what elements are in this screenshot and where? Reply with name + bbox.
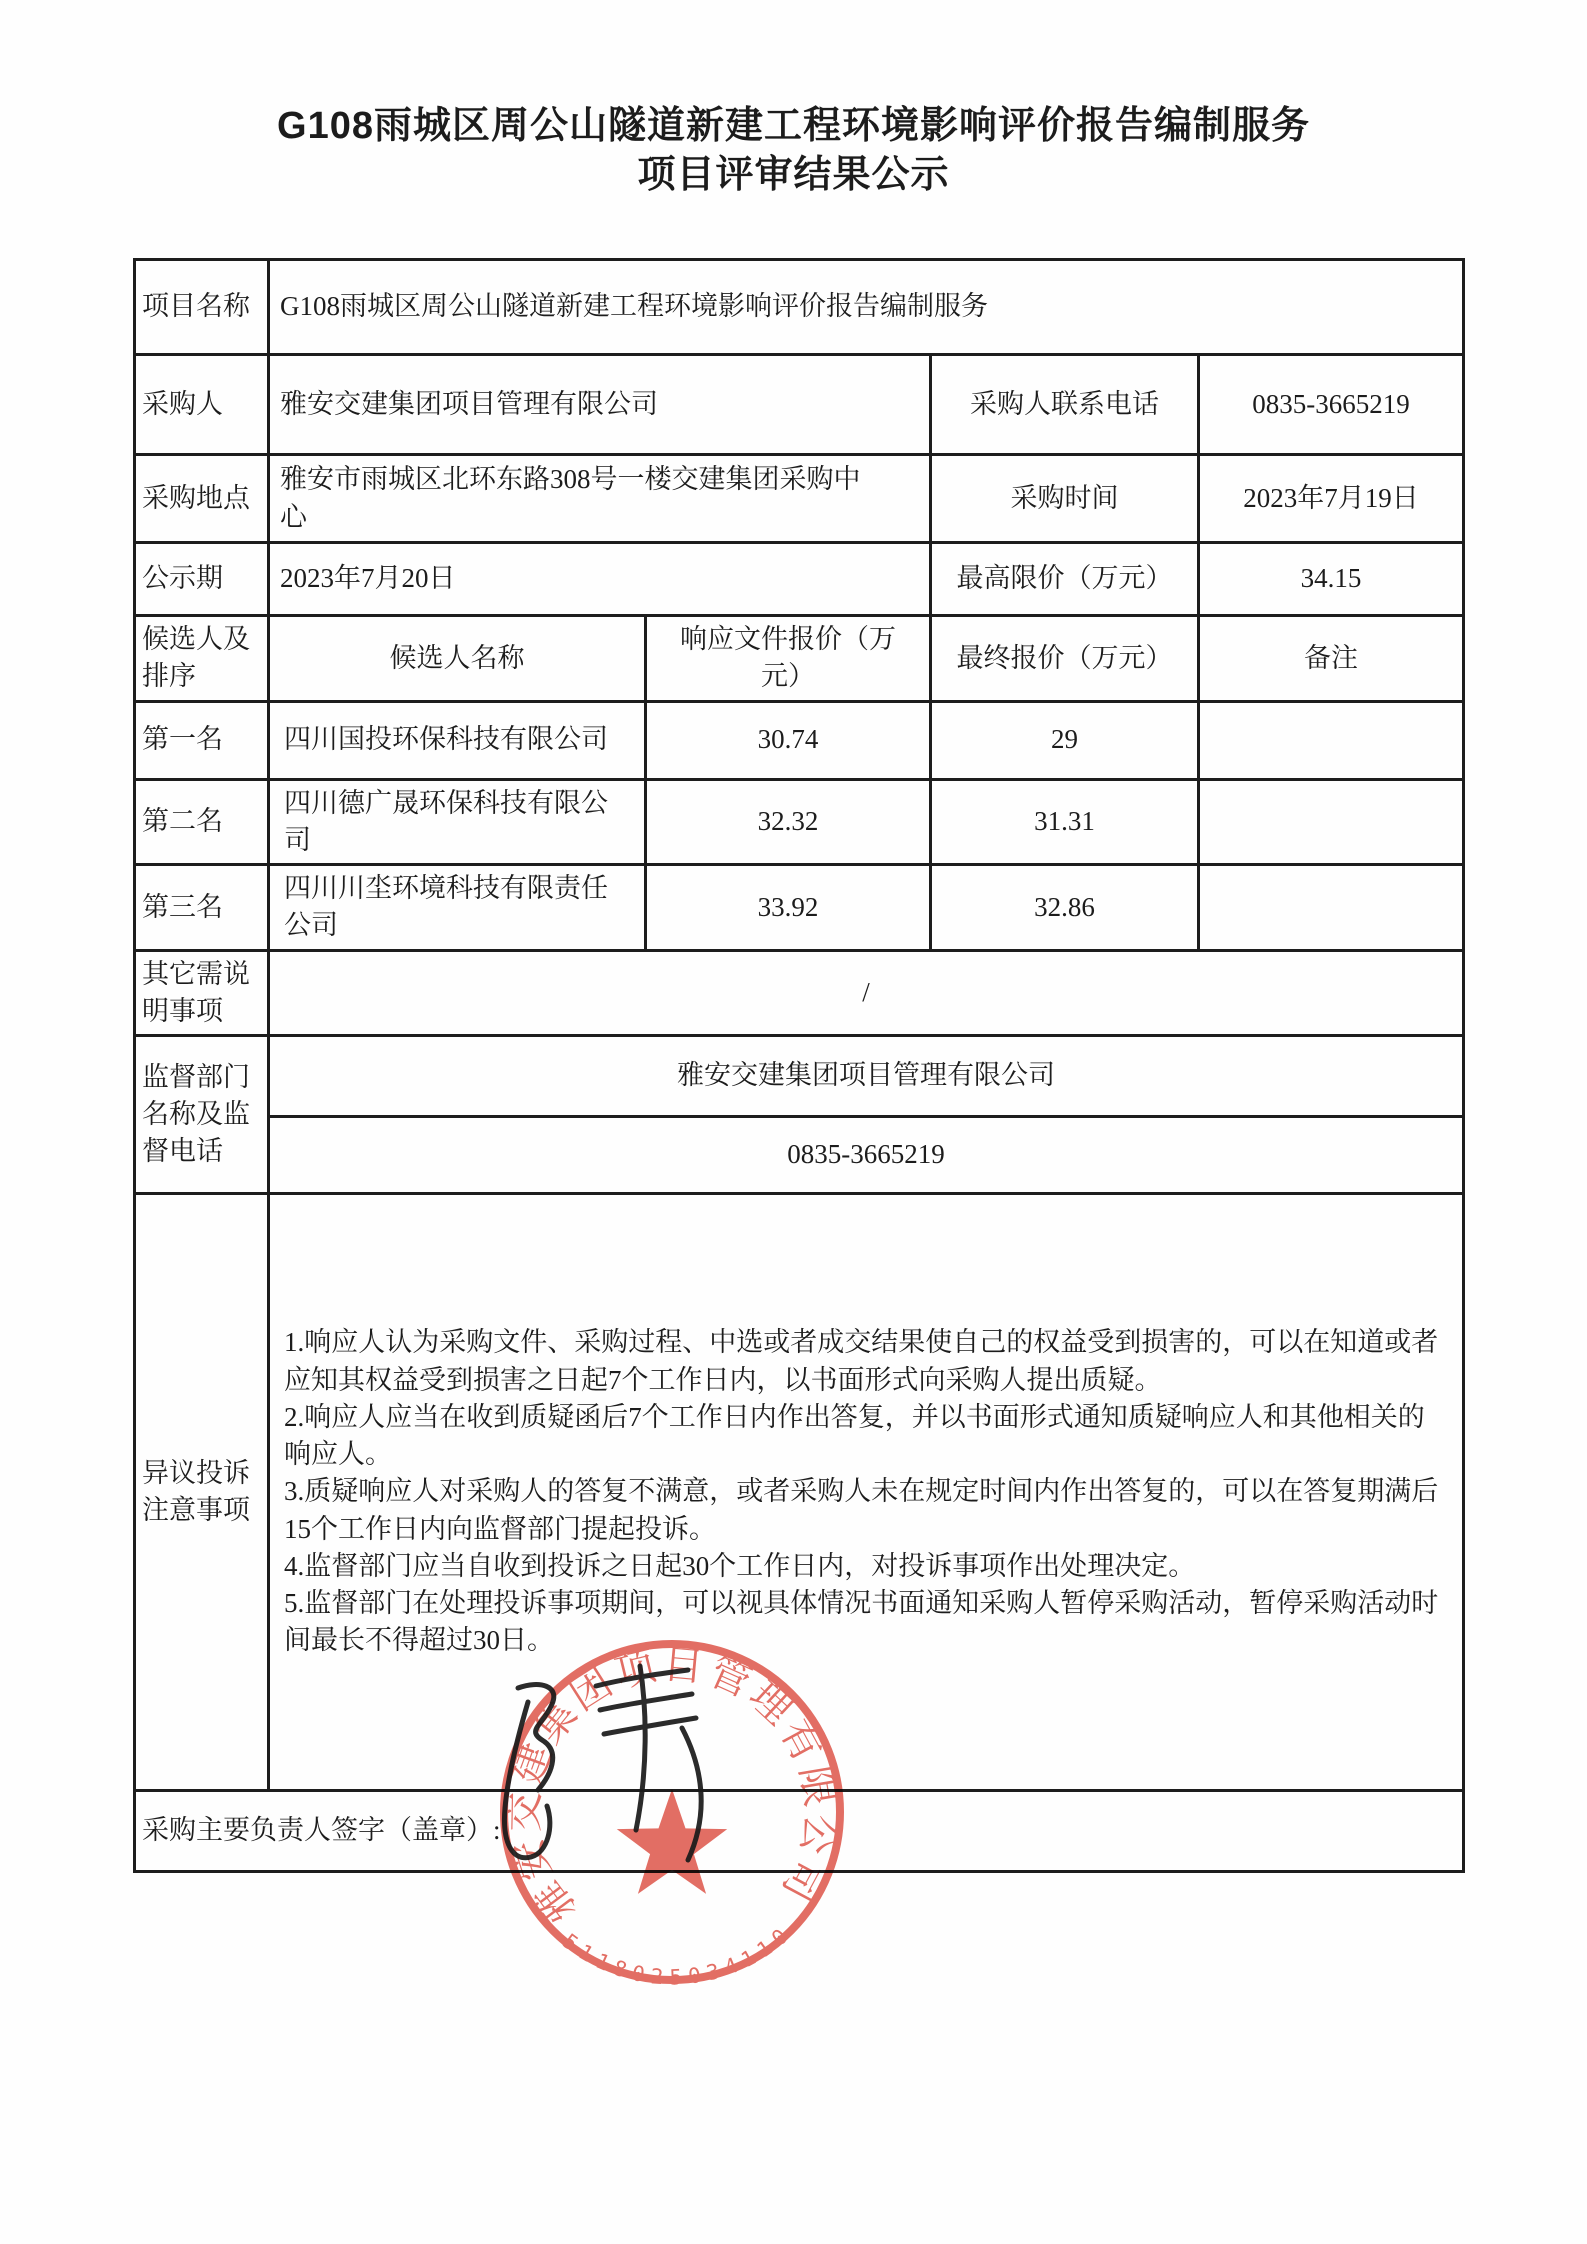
other-notes-value: /: [269, 950, 1464, 1036]
candidate-remark: [1199, 779, 1464, 865]
table-row: [135, 355, 1464, 455]
table-row: [135, 260, 1464, 355]
candidate-name: 四川川坔环境科技有限责任公司: [269, 865, 646, 951]
candidate-rank: 第二名: [135, 779, 269, 865]
seal-company-text: 雅安交建集团项目管理有限公司: [501, 1641, 844, 1932]
page-title: [0, 0, 1587, 201]
col-doc-price-header: 响应文件报价（万元）: [646, 616, 931, 702]
candidate-doc-price: 32.32: [646, 779, 931, 865]
objection-item: 2.响应人应当在收到质疑函后7个工作日内作出答复，并以书面形式通知质疑响应人和其他相关的响应人。: [284, 1401, 1425, 1470]
candidate-doc-price: 30.74: [646, 701, 931, 779]
table-row: [135, 543, 1464, 616]
page-title-line2: 项目评审结果公示: [637, 154, 950, 197]
table-row: [135, 1117, 1464, 1194]
seal-serial-number: 5118025034110: [558, 1919, 798, 1990]
table-row: [135, 950, 1464, 1036]
table-row: [135, 1036, 1464, 1117]
publicity-value: 2023年7月20日: [269, 543, 931, 616]
signature-label: 采购主要负责人签字（盖章）:: [135, 1791, 1464, 1872]
purchase-time-label: 采购时间: [931, 455, 1199, 543]
objection-item: 3.质疑响应人对采购人的答复不满意，或者采购人未在规定时间内作出答复的，可以在答复期满后15个工作日内向监督部门提起投诉。: [284, 1476, 1439, 1544]
candidate-row-1: [135, 701, 1464, 779]
signature-row: [135, 1791, 1464, 1872]
candidate-doc-price: 33.92: [646, 865, 931, 951]
supervision-phone: 0835-3665219: [269, 1117, 1464, 1194]
col-name-header: 候选人名称: [269, 616, 646, 702]
objection-item: 4.监督部门应当自收到投诉之日起30个工作日内，对投诉事项作出处理决定。: [284, 1550, 1196, 1581]
supervision-name: 雅安交建集团项目管理有限公司: [269, 1036, 1464, 1117]
supervision-label: 监督部门名称及监督电话: [135, 1036, 269, 1194]
page-title-line1: G108雨城区周公山隧道新建工程环境影响评价报告编制服务: [277, 105, 1310, 147]
candidate-final-price: 32.86: [931, 865, 1199, 951]
result-table: [133, 258, 1465, 1873]
candidate-final-price: 31.31: [931, 779, 1199, 865]
project-name-label: 项目名称: [135, 260, 269, 355]
candidate-rank: 第一名: [135, 701, 269, 779]
candidate-remark: [1199, 865, 1464, 951]
objection-notice: [269, 1194, 1464, 1791]
project-name-value: G108雨城区周公山隧道新建工程环境影响评价报告编制服务: [269, 260, 1464, 355]
objection-item: 1.响应人认为采购文件、采购过程、中选或者成交结果使自己的权益受到损害的，可以在知道或者应知其权益受到损害之日起7个工作日内，以书面形式向采购人提出质疑。: [284, 1327, 1439, 1395]
location-value: [269, 455, 931, 543]
objection-label: 异议投诉注意事项: [135, 1194, 269, 1791]
max-price-label: 最高限价（万元）: [931, 543, 1199, 616]
purchaser-phone-value: 0835-3665219: [1199, 355, 1464, 455]
candidate-remark: [1199, 701, 1464, 779]
max-price-value: 34.15: [1199, 543, 1464, 616]
location-label: 采购地点: [135, 455, 269, 543]
candidate-name: 四川德广晟环保科技有限公司: [269, 779, 646, 865]
purchase-time-value: 2023年7月19日: [1199, 455, 1464, 543]
candidate-row-2: [135, 779, 1464, 865]
table-row: [135, 455, 1464, 543]
col-rank-header: 候选人及排序: [135, 616, 269, 702]
objection-row: [135, 1194, 1464, 1791]
purchaser-label: 采购人: [135, 355, 269, 455]
candidates-header-row: [135, 616, 1464, 702]
candidate-rank: 第三名: [135, 865, 269, 951]
objection-item: 5.监督部门在处理投诉事项期间，可以视具体情况书面通知采购人暂停采购活动，暂停采购活动时间最长不得超过30日。: [284, 1588, 1439, 1656]
other-notes-label: 其它需说明事项: [135, 950, 269, 1036]
location-value-text: 雅安市雨城区北环东路308号一楼交建集团采购中心: [280, 464, 861, 532]
publicity-label: 公示期: [135, 543, 269, 616]
col-final-price-header: 最终报价（万元）: [931, 616, 1199, 702]
candidate-row-3: [135, 865, 1464, 951]
candidate-name: 四川国投环保科技有限公司: [269, 701, 646, 779]
purchaser-value: 雅安交建集团项目管理有限公司: [269, 355, 931, 455]
candidate-final-price: 29: [931, 701, 1199, 779]
purchaser-phone-label: 采购人联系电话: [931, 355, 1199, 455]
col-remark-header: 备注: [1199, 616, 1464, 702]
